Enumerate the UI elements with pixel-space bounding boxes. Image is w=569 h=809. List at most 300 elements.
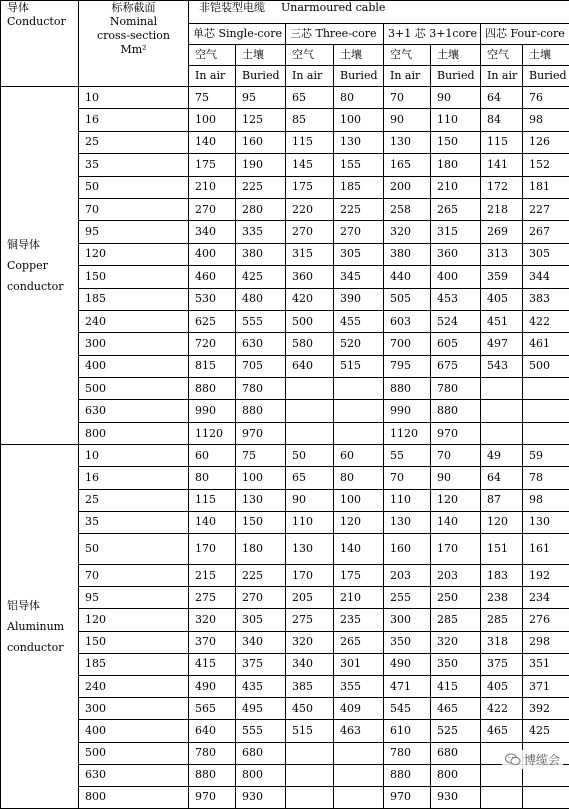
value-cell: 605 [431,333,481,355]
value-cell: 210 [334,587,384,609]
value-cell: 120 [334,511,384,533]
copper-conductor-label [1,87,79,445]
value-cell: 130 [384,131,431,153]
value-cell: 140 [334,534,384,565]
value-cell: 130 [384,511,431,533]
section-cell: 25 [79,489,189,511]
value-cell: 210 [189,176,236,198]
table-row [1,266,569,288]
value-cell: 183 [481,565,523,587]
section-header-line: 标称截面 [112,1,156,14]
value-cell [334,422,384,444]
value-cell: 465 [481,720,523,742]
table-row [1,355,569,377]
value-cell [334,742,384,764]
air-header: In air [481,66,523,87]
section-cell: 300 [79,698,189,720]
value-cell: 90 [431,467,481,489]
value-cell: 335 [236,221,286,243]
value-cell: 180 [431,154,481,176]
value-cell: 235 [334,609,384,631]
value-cell: 515 [334,355,384,377]
value-cell: 315 [286,243,334,265]
value-cell: 380 [236,243,286,265]
table-row [1,109,569,131]
value-cell: 250 [431,587,481,609]
value-cell: 80 [189,467,236,489]
section-cell: 25 [79,131,189,153]
value-cell: 344 [523,266,569,288]
value-cell: 100 [334,109,384,131]
table-row [1,631,569,653]
header-row-1 [1,1,569,24]
value-cell: 140 [189,511,236,533]
value-cell: 318 [481,631,523,653]
value-cell: 84 [481,109,523,131]
section-cell: 16 [79,467,189,489]
value-cell: 555 [236,310,286,332]
value-cell: 215 [189,565,236,587]
value-cell [523,378,569,400]
value-cell: 543 [481,355,523,377]
value-cell: 545 [384,698,431,720]
value-cell: 392 [523,698,569,720]
section-cell: 16 [79,109,189,131]
value-cell: 85 [286,109,334,131]
value-cell: 440 [384,266,431,288]
value-cell: 78 [523,467,569,489]
section-cell: 150 [79,266,189,288]
table-row [1,422,569,444]
table-row [1,400,569,422]
value-cell: 705 [236,355,286,377]
value-cell: 285 [481,609,523,631]
value-cell: 320 [431,631,481,653]
value-cell: 59 [523,445,569,467]
value-cell: 453 [431,288,481,310]
value-cell: 355 [334,675,384,697]
table-row [1,467,569,489]
value-cell: 880 [384,378,431,400]
value-cell: 100 [189,109,236,131]
value-cell: 95 [236,87,286,109]
value-cell: 276 [523,609,569,631]
value-cell: 110 [286,511,334,533]
value-cell: 375 [481,653,523,675]
section-cell: 70 [79,198,189,220]
aluminum-conductor-label-line: conductor [7,641,63,654]
value-cell: 700 [384,333,431,355]
value-cell: 380 [384,243,431,265]
value-cell: 227 [523,198,569,220]
value-cell: 185 [334,176,384,198]
value-cell: 225 [236,176,286,198]
table-row [1,288,569,310]
value-cell: 270 [334,221,384,243]
table-row [1,742,569,764]
value-cell: 190 [236,154,286,176]
value-cell: 203 [431,565,481,587]
value-cell: 360 [431,243,481,265]
section-cell: 35 [79,511,189,533]
value-cell: 218 [481,198,523,220]
value-cell: 505 [384,288,431,310]
table-row [1,310,569,332]
value-cell: 145 [286,154,334,176]
value-cell: 130 [334,131,384,153]
value-cell: 780 [236,378,286,400]
value-cell: 305 [523,243,569,265]
value-cell: 500 [286,310,334,332]
section-cell: 400 [79,720,189,742]
value-cell: 70 [431,445,481,467]
value-cell: 298 [523,631,569,653]
value-cell [286,742,334,764]
air-header: 空气 [384,45,431,66]
value-cell: 360 [286,266,334,288]
value-cell: 415 [431,675,481,697]
value-cell: 880 [431,400,481,422]
value-cell: 120 [481,511,523,533]
value-cell: 161 [523,534,569,565]
value-cell: 495 [236,698,286,720]
value-cell: 415 [189,653,236,675]
value-cell: 1120 [384,422,431,444]
value-cell: 60 [189,445,236,467]
value-cell: 490 [384,653,431,675]
section-cell: 500 [79,742,189,764]
core-type-header: 四芯 Four-core [481,24,569,45]
value-cell: 970 [384,786,431,808]
value-cell [286,786,334,808]
table-row [1,764,569,786]
section-cell: 70 [79,565,189,587]
value-cell [523,400,569,422]
value-cell: 383 [523,288,569,310]
value-cell: 450 [286,698,334,720]
value-cell: 460 [189,266,236,288]
value-cell: 461 [523,333,569,355]
section-cell: 800 [79,422,189,444]
value-cell: 90 [286,489,334,511]
value-cell: 115 [189,489,236,511]
value-cell: 524 [431,310,481,332]
value-cell: 258 [384,198,431,220]
core-type-header: 三芯 Three-core [286,24,384,45]
value-cell: 172 [481,176,523,198]
table-row [1,176,569,198]
section-cell: 240 [79,675,189,697]
section-cell: 185 [79,288,189,310]
section-cell: 150 [79,631,189,653]
table-row [1,221,569,243]
section-cell: 10 [79,87,189,109]
value-cell [334,786,384,808]
value-cell: 880 [189,764,236,786]
value-cell: 76 [523,87,569,109]
value-cell: 422 [481,698,523,720]
value-cell: 98 [523,109,569,131]
value-cell: 625 [189,310,236,332]
value-cell: 65 [286,467,334,489]
value-cell: 463 [334,720,384,742]
value-cell: 100 [236,467,286,489]
value-cell: 141 [481,154,523,176]
copper-conductor-label-line: Copper [7,259,48,272]
air-header: 空气 [286,45,334,66]
buried-header: 土壤 [523,45,569,66]
value-cell: 490 [189,675,236,697]
value-cell: 930 [431,786,481,808]
table-row [1,609,569,631]
value-cell: 680 [431,742,481,764]
value-cell: 180 [236,534,286,565]
value-cell: 151 [481,534,523,565]
value-cell: 269 [481,221,523,243]
aluminum-conductor-label-line: 铝导体 [7,599,40,612]
value-cell: 192 [523,565,569,587]
section-cell: 120 [79,243,189,265]
section-cell: 10 [79,445,189,467]
table-row [1,378,569,400]
table-row [1,720,569,742]
value-cell: 270 [286,221,334,243]
value-cell: 420 [286,288,334,310]
value-cell: 880 [384,764,431,786]
value-cell: 65 [286,87,334,109]
value-cell: 780 [189,742,236,764]
value-cell: 795 [384,355,431,377]
value-cell: 500 [523,355,569,377]
value-cell: 313 [481,243,523,265]
aluminum-conductor-label-line: Aluminum [7,620,64,633]
buried-header: 土壤 [431,45,481,66]
value-cell: 126 [523,131,569,153]
value-cell: 610 [384,720,431,742]
table-row [1,154,569,176]
value-cell [334,764,384,786]
section-cell: 400 [79,355,189,377]
value-cell: 275 [189,587,236,609]
air-header: 空气 [189,45,236,66]
value-cell: 320 [384,221,431,243]
value-cell: 340 [189,221,236,243]
value-cell: 300 [384,609,431,631]
buried-header: Buried [431,66,481,87]
value-cell: 181 [523,176,569,198]
value-cell: 580 [286,333,334,355]
table-row [1,786,569,808]
value-cell: 125 [236,109,286,131]
value-cell: 100 [334,489,384,511]
value-cell: 603 [384,310,431,332]
value-cell [481,786,523,808]
value-cell: 301 [334,653,384,675]
section-cell: 630 [79,764,189,786]
value-cell: 970 [431,422,481,444]
section-cell: 35 [79,154,189,176]
value-cell: 115 [481,131,523,153]
section-cell: 50 [79,176,189,198]
value-cell: 640 [189,720,236,742]
value-cell: 140 [189,131,236,153]
value-cell [334,400,384,422]
value-cell: 385 [286,675,334,697]
air-header: In air [384,66,431,87]
value-cell [286,378,334,400]
value-cell: 170 [286,565,334,587]
value-cell: 150 [236,511,286,533]
value-cell: 80 [334,87,384,109]
value-cell: 140 [431,511,481,533]
value-cell: 152 [523,154,569,176]
value-cell: 435 [236,675,286,697]
watermark [502,750,563,769]
section-cell: 500 [79,378,189,400]
value-cell: 640 [286,355,334,377]
section-header-line: cross-section [97,29,170,42]
value-cell: 400 [431,266,481,288]
table-row [1,565,569,587]
wechat-icon [505,753,521,766]
table-row [1,445,569,467]
value-cell: 800 [431,764,481,786]
value-cell: 555 [236,720,286,742]
value-cell: 425 [523,720,569,742]
value-cell: 64 [481,467,523,489]
value-cell: 60 [334,445,384,467]
value-cell: 990 [384,400,431,422]
value-cell: 455 [334,310,384,332]
value-cell: 815 [189,355,236,377]
value-cell: 280 [236,198,286,220]
value-cell: 425 [236,266,286,288]
value-cell: 234 [523,587,569,609]
conductor-header-line: 导体 [7,1,29,14]
value-cell: 1120 [189,422,236,444]
cable-group-header [189,1,569,24]
table-row [1,698,569,720]
value-cell: 320 [189,609,236,631]
table-row [1,511,569,533]
value-cell [481,378,523,400]
section-header-line: Mm² [120,43,146,56]
value-cell [334,378,384,400]
value-cell: 305 [236,609,286,631]
value-cell: 90 [384,109,431,131]
value-cell: 320 [286,631,334,653]
value-cell: 422 [523,310,569,332]
value-cell: 305 [334,243,384,265]
buried-header: Buried [236,66,286,87]
value-cell: 315 [431,221,481,243]
value-cell: 110 [431,109,481,131]
value-cell: 350 [384,631,431,653]
value-cell: 265 [334,631,384,653]
value-cell [286,422,334,444]
table-row [1,198,569,220]
value-cell: 497 [481,333,523,355]
value-cell: 170 [431,534,481,565]
value-cell: 170 [189,534,236,565]
value-cell: 87 [481,489,523,511]
value-cell: 565 [189,698,236,720]
conductor-header [1,1,79,87]
value-cell: 405 [481,675,523,697]
buried-header: 土壤 [334,45,384,66]
table-row [1,87,569,109]
table-row [1,131,569,153]
table-row [1,333,569,355]
value-cell: 400 [189,243,236,265]
value-cell: 98 [523,489,569,511]
value-cell: 270 [189,198,236,220]
table-row [1,489,569,511]
aluminum-conductor-label [1,445,79,809]
value-cell [286,764,334,786]
value-cell: 370 [189,631,236,653]
value-cell: 80 [334,467,384,489]
value-cell: 175 [334,565,384,587]
value-cell: 50 [286,445,334,467]
table-row [1,675,569,697]
value-cell: 375 [236,653,286,675]
watermark-text: 博缆会 [524,751,560,768]
value-cell: 351 [523,653,569,675]
value-cell: 465 [431,698,481,720]
section-cell: 240 [79,310,189,332]
value-cell: 285 [431,609,481,631]
value-cell [523,786,569,808]
value-cell: 675 [431,355,481,377]
value-cell: 515 [286,720,334,742]
section-cell: 50 [79,534,189,565]
value-cell: 175 [189,154,236,176]
copper-conductor-label-line: 铜导体 [7,238,40,251]
value-cell: 451 [481,310,523,332]
value-cell: 880 [236,400,286,422]
value-cell: 205 [286,587,334,609]
value-cell: 160 [384,534,431,565]
value-cell: 165 [384,154,431,176]
table-row [1,653,569,675]
value-cell: 203 [384,565,431,587]
value-cell: 780 [384,742,431,764]
value-cell: 990 [189,400,236,422]
value-cell: 720 [189,333,236,355]
air-header: In air [189,66,236,87]
value-cell: 64 [481,87,523,109]
value-cell: 75 [236,445,286,467]
value-cell: 930 [236,786,286,808]
value-cell [286,400,334,422]
table-row [1,534,569,565]
value-cell: 275 [286,609,334,631]
value-cell: 340 [286,653,334,675]
air-header: In air [286,66,334,87]
value-cell [481,400,523,422]
section-cell: 95 [79,587,189,609]
value-cell: 471 [384,675,431,697]
value-cell: 371 [523,675,569,697]
value-cell: 70 [384,467,431,489]
value-cell: 270 [236,587,286,609]
value-cell: 409 [334,698,384,720]
core-type-header: 3+1 芯 3+1core [384,24,481,45]
section-cell: 120 [79,609,189,631]
value-cell: 130 [523,511,569,533]
value-cell: 160 [236,131,286,153]
